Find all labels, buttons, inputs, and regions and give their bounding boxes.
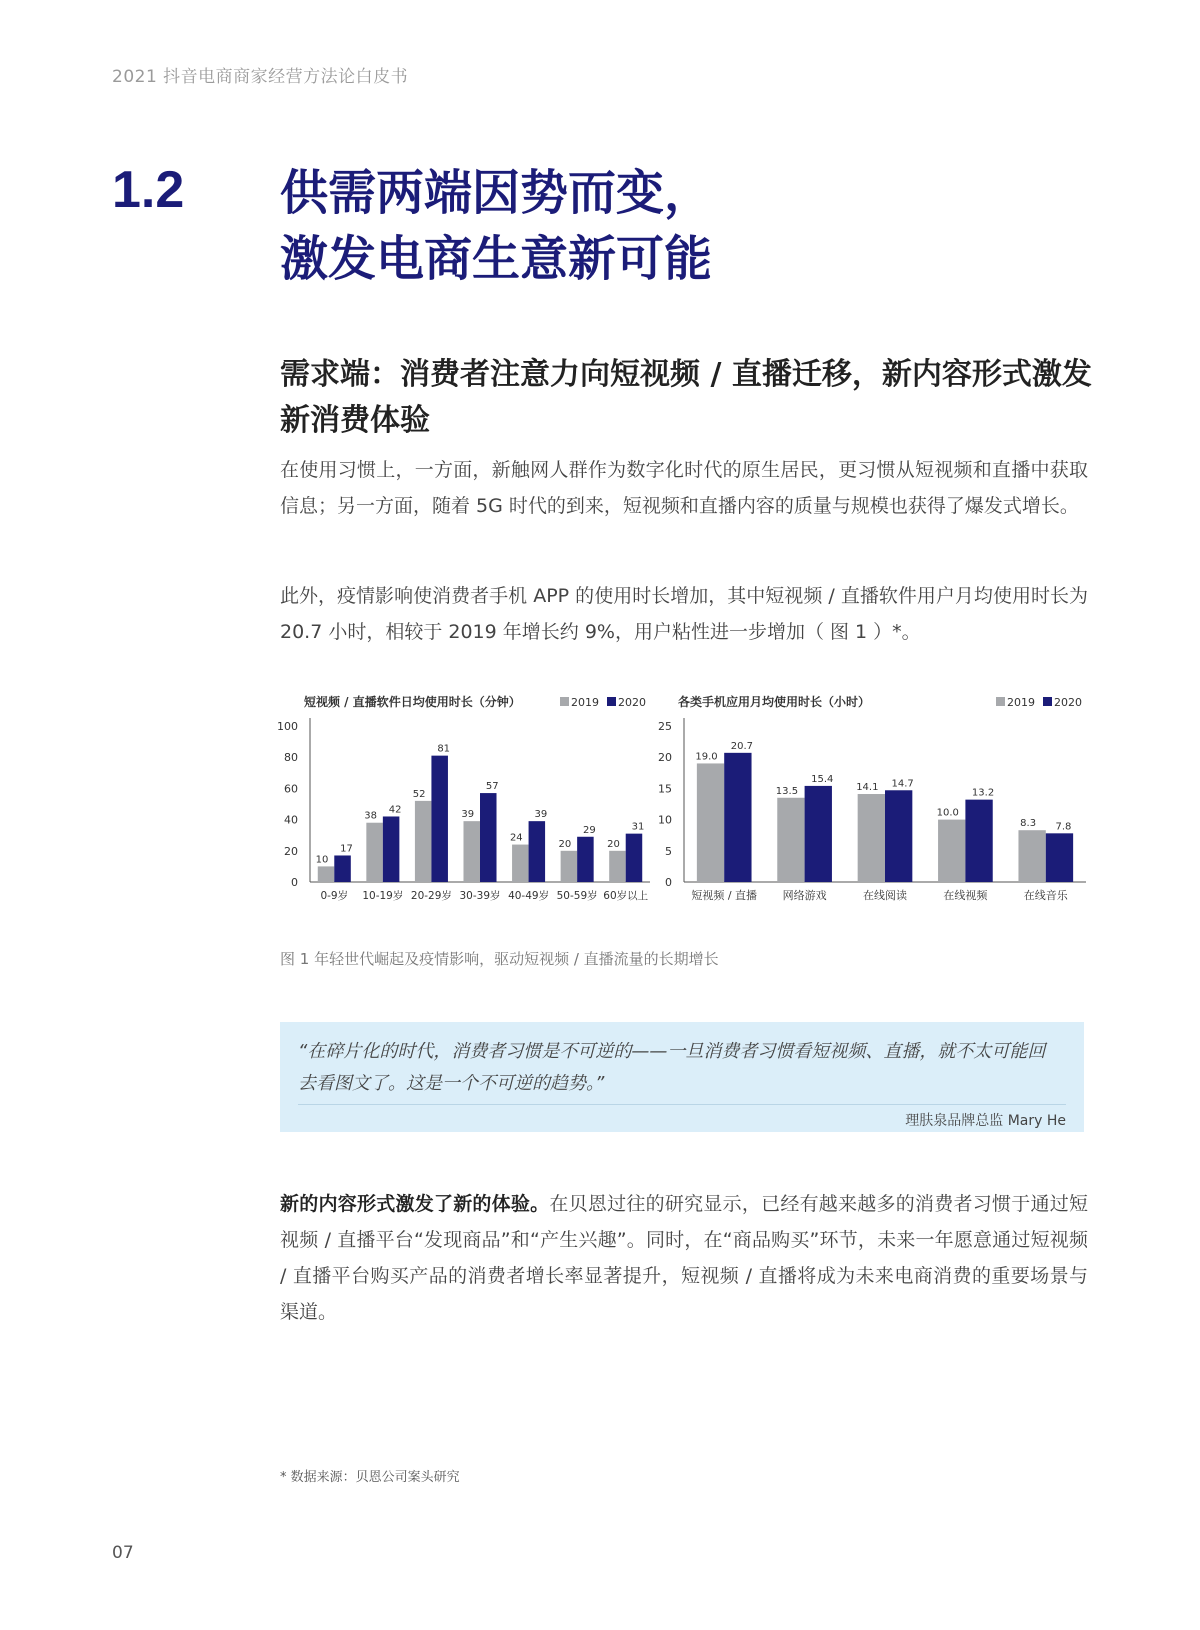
section-title-line-2: 激发电商生意新可能: [280, 231, 713, 287]
bar-2020: [529, 821, 546, 882]
chart-monthly-usage-by-app: [658, 688, 1088, 916]
data-label-2020: 7.8: [1055, 821, 1072, 833]
bar-2020: [885, 790, 912, 882]
bar-2019: [609, 851, 626, 882]
chart-title: 短视频 / 直播软件日均使用时长（分钟）: [304, 695, 521, 709]
bar-2020: [805, 786, 832, 882]
bar-2020: [1046, 833, 1073, 882]
data-label-2019: 10: [315, 854, 329, 866]
bar-2020: [577, 837, 594, 882]
paragraph-3: [280, 1186, 1088, 1330]
legend-label-2019: 2019: [571, 696, 599, 709]
data-label-2020: 15.4: [811, 773, 834, 785]
data-label-2019: 10.0: [936, 807, 959, 819]
data-label-2019: 19.0: [695, 751, 718, 763]
legend-label-2020: 2020: [1054, 696, 1082, 709]
bar-2020: [383, 816, 400, 882]
legend-label-2020: 2020: [618, 696, 646, 709]
footnote: * 数据来源：贝恩公司案头研究: [280, 1470, 460, 1485]
y-tick-label: 20: [284, 844, 298, 858]
section-title-line-1: 供需两端因势而变，: [280, 165, 713, 221]
data-label-2019: 13.5: [775, 785, 799, 797]
x-tick-label: 在线视频: [943, 889, 988, 902]
quote-box: [280, 1022, 1084, 1132]
data-label-2020: 14.7: [891, 778, 914, 790]
data-label-2020: 31: [631, 821, 645, 833]
y-tick-label: 40: [284, 813, 298, 827]
y-tick-label: 0: [665, 876, 672, 889]
data-label-2020: 29: [583, 824, 596, 836]
data-label-2020: 13.2: [971, 787, 995, 799]
bar-2020: [431, 756, 448, 882]
x-tick-label: 40-49岁: [508, 890, 550, 902]
page-number: 07: [112, 1543, 134, 1563]
x-tick-label: 在线阅读: [863, 889, 907, 902]
running-header: 2021 抖音电商商家经营方法论白皮书: [112, 67, 409, 87]
data-label-2019: 38: [364, 810, 377, 822]
quote-attribution: 理肤泉品牌总监 Mary He: [905, 1113, 1066, 1129]
data-label-2020: 57: [485, 781, 499, 793]
x-tick-label: 60岁以上: [603, 890, 649, 902]
bar-2019: [415, 801, 432, 882]
y-tick-label: 5: [665, 844, 672, 858]
legend-swatch-2020: [1043, 697, 1052, 706]
bar-2020: [480, 793, 497, 882]
bar-2019: [366, 823, 383, 882]
data-label-2019: 20: [607, 838, 620, 850]
bar-2020: [965, 800, 992, 882]
figure-caption: 图 1 年轻世代崛起及疫情影响，驱动短视频 / 直播流量的长期增长: [280, 950, 719, 968]
bar-2019: [938, 820, 965, 882]
chart-daily-usage-by-age: [278, 688, 652, 916]
quote-divider: [298, 1104, 1066, 1105]
paragraph-2: 此外，疫情影响使消费者手机 APP 的使用时长增加，其中短视频 / 直播软件用户月均使用时长为 20.7 小时，相较于 2019 年增长约 9%，用户粘性进一步增加（ 图 1 ）*。: [280, 585, 1088, 643]
x-tick-label: 短视频 / 直播: [691, 889, 758, 902]
y-tick-label: 20: [658, 751, 672, 765]
x-tick-label: 网络游戏: [782, 889, 827, 902]
y-tick-label: 0: [291, 876, 298, 889]
bar-2020: [334, 855, 351, 882]
x-tick-label: 0-9岁: [320, 890, 349, 902]
quote-text: “在碎片化的时代，消费者习惯是不可逆的——一旦消费者习惯看短视频、直播，就不太可能回去看图文了。这是一个不可逆的趋势。”: [298, 1041, 1046, 1094]
data-label-2020: 81: [437, 743, 451, 755]
x-tick-label: 10-19岁: [362, 890, 404, 902]
data-label-2020: 39: [534, 809, 548, 821]
y-tick-label: 100: [277, 720, 298, 733]
bar-2020: [724, 753, 751, 882]
bar-2019: [1018, 830, 1045, 882]
x-tick-label: 30-39岁: [459, 890, 501, 902]
data-label-2019: 8.3: [1020, 818, 1037, 830]
bar-2019: [463, 821, 480, 882]
legend-swatch-2019: [560, 697, 569, 706]
bar-2019: [512, 845, 529, 882]
paragraph-3-body: 在贝恩过往的研究显示，已经有越来越多的消费者习惯于通过短视频 / 直播平台“发现商品”和“产生兴趣”。同时，在“商品购买”环节，未来一年愿意通过短视频 / 直播平台购买产品的消费者增长率显著提升，短视频 / 直播将成为未来电商消费的重要场景与渠道。: [280, 1193, 1088, 1323]
bar-2019: [561, 851, 578, 882]
data-label-2019: 39: [461, 809, 475, 821]
y-tick-label: 25: [658, 720, 672, 733]
bar-2020: [626, 834, 643, 882]
section-number: 1.2: [112, 161, 185, 219]
bar-2019: [318, 866, 335, 882]
data-label-2019: 52: [412, 788, 426, 800]
bar-2019: [777, 798, 804, 882]
data-label-2020: 20.7: [730, 740, 754, 752]
legend-swatch-2020: [607, 697, 616, 706]
legend-label-2019: 2019: [1007, 696, 1035, 709]
data-label-2019: 24: [509, 832, 523, 844]
data-label-2020: 42: [388, 804, 402, 816]
y-tick-label: 10: [658, 813, 672, 827]
bar-2019: [858, 794, 885, 882]
y-tick-label: 80: [284, 751, 298, 765]
subheading: 需求端：消费者注意力向短视频 / 直播迁移，新内容形式激发新消费体验: [280, 357, 1092, 438]
y-tick-label: 15: [658, 782, 672, 796]
y-tick-label: 60: [284, 782, 298, 796]
x-tick-label: 在线音乐: [1023, 889, 1068, 902]
legend-swatch-2019: [996, 697, 1005, 706]
section-title: [280, 160, 712, 292]
x-tick-label: 20-29岁: [410, 890, 452, 902]
data-label-2019: 20: [558, 838, 572, 850]
bar-2019: [697, 763, 724, 882]
data-label-2019: 14.1: [856, 782, 879, 794]
data-label-2020: 17: [340, 843, 353, 855]
paragraph-3-lead: 新的内容形式激发了新的体验。: [280, 1193, 550, 1215]
x-tick-label: 50-59岁: [556, 890, 598, 902]
chart-title: 各类手机应用月均使用时长（小时）: [678, 695, 871, 709]
paragraph-1: 在使用习惯上，一方面，新触网人群作为数字化时代的原生居民，更习惯从短视频和直播中获取信息；另一方面，随着 5G 时代的到来，短视频和直播内容的质量与规模也获得了爆发式增长。: [280, 459, 1088, 517]
